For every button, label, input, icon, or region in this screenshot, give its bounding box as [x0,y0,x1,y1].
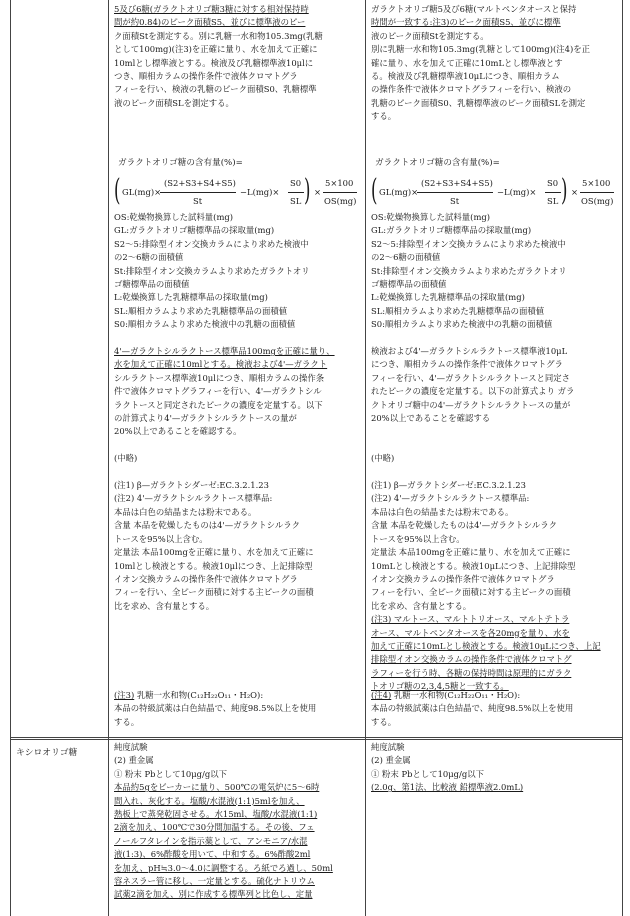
left-formula-paren-close: ) [304,173,311,208]
left-def-line: SL:順相カラムより求めた乳糖標準品の面積値 [114,305,288,316]
xylo-right-line: (2) 重金属 [371,755,411,766]
right-intro-line: 液のピーク面積Stを測定する。 [371,30,489,41]
right-formula-paren-open: ( [371,173,378,208]
right-note3-line: ラフィーを行う時、各糖の保持時間は原理的にガラク [371,667,572,678]
left-formula-fraction-bar [323,192,357,193]
right-def-line: St:排除型イオン交換カラムより求めたガラクトオリ [371,265,567,276]
left-lacto-line: シルラクトース標準液10μlにつき、順相カラムの操作条 [114,372,325,383]
left-note-line: イオン交換カラムの操作条件で液体クロマトグラ [114,573,298,584]
left-def-line: St:排除型イオン交換カラムより求めたガラクトオリ [114,265,310,276]
left-formula-times: × [314,187,322,197]
table-border-left [10,0,11,916]
left-note-line: 含量 本品を乾燥したものは4'—ガラクトシルラク [114,520,300,531]
left-lacto-line: 件で液体クロマトグラフィーを行い、4'—ガラクトシル [114,386,322,397]
right-note4 [371,689,619,729]
left-lacto-line: 20%以上であることを確認する。 [114,426,242,437]
right-note-line: (注2) 4'—ガラクトシルラクトース標準品: [371,493,530,504]
left-def-line: の2〜6糖の面積値 [114,252,184,263]
right-formula-num2: 5×100 [582,178,611,188]
left-definitions [114,211,362,613]
right-formula-sl: SL [547,196,559,206]
left-note-line: フィーを行い、全ピーク面積に対する主ピークの面積 [114,587,314,598]
right-note-line: イオン交換カラムの操作条件で液体クロマトグラ [371,573,555,584]
right-formula-numerator: (S2+S3+S4+S5) [421,178,493,188]
right-definitions [371,211,619,694]
xylo-right-line: (2.0g、第1法、比較液 鉛標準液2.0mL) [371,782,524,793]
left-content-title: ガラクトオリゴ糖の含有量(%)= [118,158,243,168]
left-note3-text: 乳糖一水和物(C₁₂H₂₂O₁₁・H₂O): [134,690,264,700]
right-formula-fraction-bar [417,192,493,193]
left-intro-line: 10mlとし標準液とする。検液及び乳糖標準液10μlに [114,57,314,68]
right-def-line: S0:順相カラムより求めた検液中の乳糖の面積値 [371,319,553,330]
right-formula-minus-l: −L(mg)× [497,187,537,197]
left-formula-numerator: (S2+S3+S4+S5) [164,178,236,188]
right-lacto-line: クトオリゴ糖中の4'—ガラクトシルラクトースの量が [371,399,571,410]
xylo-left-line: 試薬2滴を加え、別に作成する標準列と比色し、定量 [114,889,313,900]
left-note3-line3: する。 [114,716,140,727]
row-divider [10,737,622,740]
right-intro-line: 別に乳糖一水和物105.3mg(乳糖として100mg)(注4)を正 [371,44,590,55]
xylo-left-line: 2滴を加え、100℃で30分間加温する。その後、フェ [114,822,315,833]
right-note-line: 本品は白色の結晶または粉末である。 [371,506,514,517]
table-border-right [622,0,623,916]
right-lacto-line: れたピークの濃度を定量する。以下の計算式より ガラ [371,386,575,397]
right-note-line: 含量 本品を乾燥したものは4'—ガラクトシルラク [371,520,557,531]
right-def-line: ゴ糖標準品の面積値 [371,279,447,290]
xylo-left-line: ノールフタレインを指示薬として、アンモニア/水混 [114,835,308,846]
left-formula-s0: S0 [290,178,302,188]
right-formula-den2: OS(mg) [581,196,614,206]
left-formula-fraction-bar [288,192,304,193]
left-def-line: OS:乾燥物換算した試料量(mg) [114,212,234,222]
right-intro-line: する。 [371,111,397,122]
right-def-line: L:乾燥換算した乳糖標準品の採取量(mg) [371,292,525,303]
left-note-line: (注2) 4'—ガラクトシルラクトース標準品: [114,493,273,504]
right-note-line: 10mLとし検液とする。検液10μLにつき、上記排除型 [371,560,576,571]
right-intro-line: の操作条件で液体クロマトグラフィーを行い、検液の [371,84,572,95]
left-cell-upper [114,3,362,110]
left-note-line: トースを95%以上含む。 [114,533,208,544]
column-divider-middle [365,0,366,916]
left-formula-den2: OS(mg) [324,196,357,206]
left-formula-fraction-bar [160,192,236,193]
right-note3-line: 排除型イオン交換カラムの操作条件で液体クロマトグ [371,654,572,665]
left-formula-minus-l: −L(mg)× [240,187,280,197]
right-lacto-line: 20%以上であることを確認する [371,413,491,424]
left-note3-label: (注3) [114,690,135,700]
right-note-line: フィーを行い、全ピーク面積に対する主ピークの面積 [371,587,571,598]
left-def-line: GL:ガラクトオリゴ糖標準品の採取量(mg) [114,225,275,236]
xylo-left-line: 本品約5gをビーカーに量り、500℃の電気炉に5〜6時 [114,782,320,793]
right-intro-line: る。検液及び乳糖標準液10μLにつき、順相カラム [371,71,560,82]
left-formula-gl: GL(mg)× [122,187,162,197]
right-note4-label: (注4) [371,690,392,700]
right-intro-line: 確に量り、水を加えて正確に10mLとし標準液とす [371,57,563,68]
left-note-line: (注1) β—ガラクトシダーゼ:EC.3.2.1.23 [114,480,269,491]
left-formula-sl: SL [290,196,302,206]
left-note-line: 本品は白色の結晶または粉末である。 [114,506,257,517]
xylo-left-line: を加え、pH≒3.0〜4.0に調整する。ろ紙でろ過し、50ml [114,862,333,873]
right-formula-fraction-bar [545,192,561,193]
right-note4-line3: する。 [371,716,397,727]
left-intro-line: フィーを行い、検液の乳糖のピーク面積S0、乳糖標準 [114,84,317,95]
right-note-line: (注1) β—ガラクトシダーゼ:EC.3.2.1.23 [371,480,526,491]
right-note4-text: 乳糖一水和物(C₁₂H₂₂O₁₁・H₂O): [391,690,521,700]
xylo-row-label: キシロオリゴ糖 [16,748,78,758]
right-note3-line: トオリゴ糖の2,3,4,5糖と一致する。 [371,681,509,692]
left-intro-line: 液のピーク面積SLを測定する。 [114,97,234,108]
left-lacto-line: 4'—ガラクトシルラクトース標準品100mgを正確に量り、 [114,346,335,357]
xylo-left-line: ① 粉末 Pbとして10μg/g以下 [114,768,227,779]
right-note-line: トースを95%以上含む。 [371,533,465,544]
right-def-line: OS:乾燥物換算した試料量(mg) [371,212,491,222]
xylo-left-line: 容ネスラー管に移し、一定量とする。硫化ナトリウム [114,876,315,887]
left-note-line: 比を求め、含有量とする。 [114,600,215,611]
left-intro-line: つき、順相カラムの操作条件で液体クロマトグラ [114,71,298,82]
left-omitted: (中略) [114,453,138,464]
left-formula-num2: 5×100 [325,178,354,188]
right-note4-line2: 本品の特級試薬は白色結晶で、純度98.5%以上を使用 [371,703,574,714]
xylo-right-cell [371,741,619,795]
right-formula-times: × [571,187,579,197]
column-divider-label [108,0,109,916]
right-intro-line: 乳糖のピーク面積S0、乳糖標準液のピーク面積SLを測定 [371,97,586,108]
right-note4-line1 [371,689,619,702]
xylo-right-line: 純度試験 [371,742,405,752]
left-lacto-line: 水を加えて正確に10mlとする。検液および4'—ガラクト [114,359,328,370]
left-note3 [114,689,362,729]
left-note-line: 定量法 本品100mgを正確に量り、水を加えて正確に [114,547,314,558]
left-def-line: S2〜5:排除型イオン交換カラムにより求めた検液中 [114,238,309,249]
right-formula-gl: GL(mg)× [379,187,419,197]
right-lacto-line: フィーを行い、4'—ガラクトシルラクトースと同定さ [371,372,570,383]
left-intro-line: 間が約0.84)のピーク面積S5、並びに標準液のピー [114,17,306,28]
left-def-line: L:乾燥換算した乳糖標準品の採取量(mg) [114,292,268,303]
left-formula-denominator: St [193,196,203,206]
right-formula-s0: S0 [547,178,559,188]
left-lacto-line: ラクトースと同定されたピークの濃度を定量する。以下 [114,399,323,410]
right-lacto-line: 検液および4'—ガラクトシルラクトース標準液10μL [371,346,568,357]
xylo-left-line: 熱板上で蒸発乾固させる。水15ml、塩酸/水混液(1:1) [114,809,318,820]
xylo-left-line: 液(1:3)、6%酢酸を用いて、中和する。6%酢酸2ml [114,849,311,860]
right-note3-line: オース、マルトペンタオースを各20mgを量り、水を [371,627,570,638]
right-note-line: 比を求め、含有量とする。 [371,600,472,611]
right-intro-line: 時間が一致する:注3)のピーク面積S5、並びに標準 [371,17,561,28]
right-note3-line: (注3) マルトース、マルトトリオース、マルトテトラ [371,614,570,625]
left-lacto-line: の計算式より4'—ガラクトシルラクトースの量が [114,413,297,424]
right-note-line: 定量法 本品100mgを正確に量り、水を加えて正確に [371,547,571,558]
right-intro-line: ガラクトオリゴ糖5及び6糖(マルトペンタオースと保持 [371,4,577,14]
right-content-title: ガラクトオリゴ糖の含有量(%)= [375,158,500,168]
left-intro-line: 5及び6糖(ガラクトオリゴ糖3糖に対する相対保持時 [114,4,309,14]
xylo-left-line: 間入れ、灰化する。塩酸/水混液(1:1)5mlを加え、 [114,795,305,806]
xylo-left-line: (2) 重金属 [114,755,154,766]
right-formula-denominator: St [450,196,460,206]
left-note-line: 10mlとし検液とする。検液10μlにつき、上記排除型 [114,560,313,571]
right-omitted: (中略) [371,453,395,464]
right-def-line: SL:順相カラムより求めた乳糖標準品の面積値 [371,305,545,316]
left-note3-line2: 本品の特級試薬は白色結晶で、純度98.5%以上を使用 [114,703,317,714]
right-note3-line: 加えて正確に10mLとし検液とする。検液10μLにつき、上記 [371,640,601,651]
left-intro-line: として100mg)(注3)を正確に量り、水を加えて正確に [114,44,318,55]
right-lacto-line: につき、順相カラムの操作条件で液体クロマトグラ [371,359,563,370]
xylo-left-line: 純度試験 [114,742,148,752]
right-def-line: GL:ガラクトオリゴ糖標準品の採取量(mg) [371,225,532,236]
left-def-line: S0:順相カラムより求めた検液中の乳糖の面積値 [114,319,296,330]
xylo-right-line: ① 粉末 Pbとして10μg/g以下 [371,768,484,779]
left-note3-line1 [114,689,362,702]
right-formula-paren-close: ) [561,173,568,208]
right-def-line: の2〜6糖の面積値 [371,252,441,263]
xylo-left-cell [114,741,362,902]
left-def-line: ゴ糖標準品の面積値 [114,279,190,290]
left-intro-line: ク面積Stを測定する。別に乳糖一水和物105.3mg(乳糖 [114,30,323,41]
right-def-line: S2〜5:排除型イオン交換カラムにより求めた検液中 [371,238,566,249]
right-formula-fraction-bar [580,192,614,193]
left-formula-paren-open: ( [114,173,121,208]
right-cell-upper [371,3,619,124]
